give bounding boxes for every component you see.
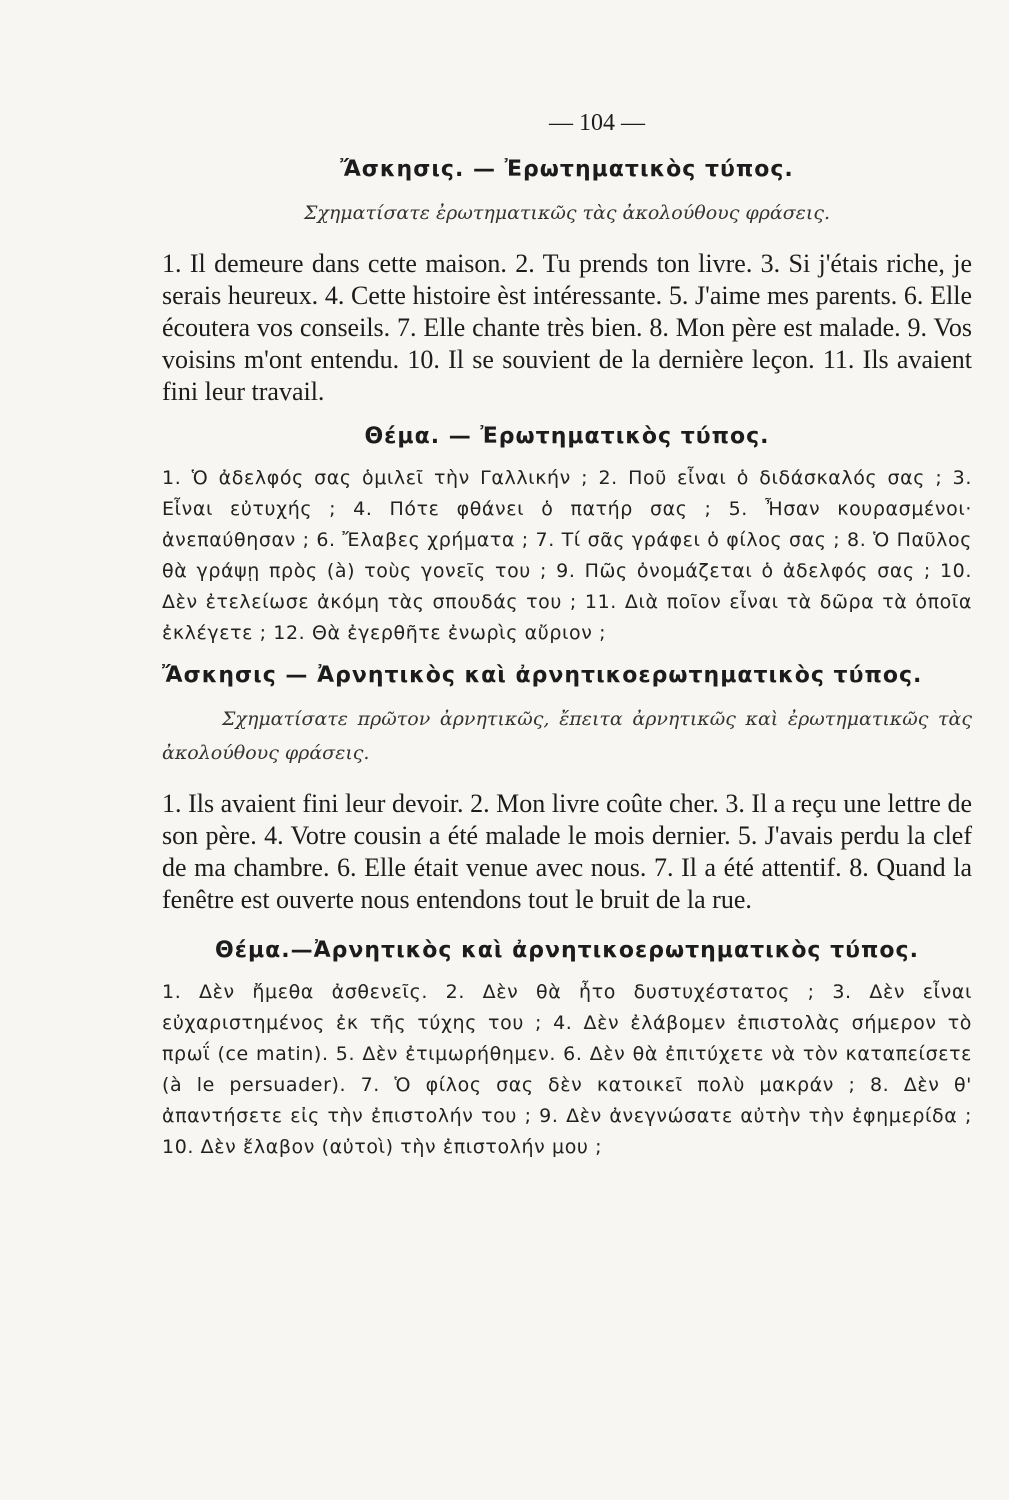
exercise-text-negative: 1. Ils avaient fini leur devoir. 2. Mon livre coûte cher. 3. Il a reçu une lettre de son père. 4. Votre cousin a été malade le mois dernier. 5. J'avais perdu la clef de ma chambre. 6. Elle était venue avec nous. 7. Il a été attentif. 8. Quand la fenêtre est ouverte nous entendons tout le bruit de la rue. [162, 789, 972, 914]
theme-heading-interrogative: Θέμα. — Ἐρωτηματικὸς τύπος. [364, 424, 770, 449]
exercise-text-interrogative: 1. Il demeure dans cette maison. 2. Tu prends ton livre. 3. Si j'étais riche, je serais heureux. 4. Cette histoire èst intéressante. 5. J'aime mes parents. 6. Elle écoutera vos conseils. 7. Elle chante très bien. 8. Mon père est malade. 9. Vos voisins m'ont entendu. 10. Il se souvient de la dernière leçon. 11. Ils avaient fini leur travail. [162, 249, 972, 406]
exercise-instruction-negative: Σχηματίσατε πρῶτον ἀρνητικῶς, ἔπειτα ἀρνητικῶς καὶ ἐρωτηματικῶς τὰς ἀκολούθους φράσεις. [162, 708, 972, 764]
theme-text-negative: 1. Δὲν ἤμεθα ἀσθενεῖς. 2. Δὲν θὰ ἦτο δυστυχέστατος ; 3. Δὲν εἶναι εὐχαριστημένος ἐκ τῆς τύχης του ; 4. Δὲν ἐλάβομεν ἐπιστολὰς σήμερον τὸ πρωΐ (ce matin). 5. Δὲν ἐτιμωρήθημεν. 6. Δὲν θὰ ἐπιτύχετε νὰ τὸν καταπείσετε (à le persuader). 7. Ὁ φίλος σας δὲν κατοικεῖ πολὺ μακράν ; 8. Δὲν θ' ἀπαντήσετε εἰς τὴν ἐπιστολήν του ; 9. Δὲν ἀνεγνώσατε αὐτὴν τὴν ἐφημερίδα ; 10. Δὲν ἔλαβον (αὐτοὶ) τὴν ἐπιστολήν μου ; [162, 981, 972, 1158]
book-page [162, 110, 972, 1177]
exercise-heading-negative: Ἄσκησις — Ἀρνητικὸς καὶ ἀρνητικοερωτηματικὸς τύπος. [162, 663, 923, 688]
exercise-heading-interrogative: Ἄσκησις. — Ἐρωτηματικὸς τύπος. [340, 157, 794, 182]
theme-text-interrogative: 1. Ὁ ἀδελφός σας ὁμιλεῖ τὴν Γαλλικήν ; 2. Ποῦ εἶναι ὁ διδάσκαλός σας ; 3. Εἶναι εὐτυχής ; 4. Πότε φθάνει ὁ πατήρ σας ; 5. Ἦσαν κουρασμένοι· ἀνεπαύθησαν ; 6. Ἔλαβες χρήματα ; 7. Τί σᾶς γράφει ὁ φίλος σας ; 8. Ὁ Παῦλος θὰ γράψῃ πρὸς (à) τοὺς γονεῖς του ; 9. Πῶς ὀνομάζεται ὁ ἀδελφός σας ; 10. Δὲν ἐτελείωσε ἀκόμη τὰς σπουδάς του ; 11. Διὰ ποῖον εἶναι τὰ δῶρα τὰ ὁποῖα ἐκλέγετε ; 12. Θὰ ἐγερθῆτε ἐνωρὶς αὔριον ; [162, 467, 972, 644]
exercise-instruction-interrogative: Σχηματίσατε ἐρωτηματικῶς τὰς ἀκολούθους φράσεις. [303, 202, 831, 224]
page-number: — 104 — [549, 110, 645, 136]
theme-heading-negative: Θέμα.—Ἀρνητικὸς καὶ ἀρνητικοερωτηματικὸς τύπος. [215, 938, 919, 963]
